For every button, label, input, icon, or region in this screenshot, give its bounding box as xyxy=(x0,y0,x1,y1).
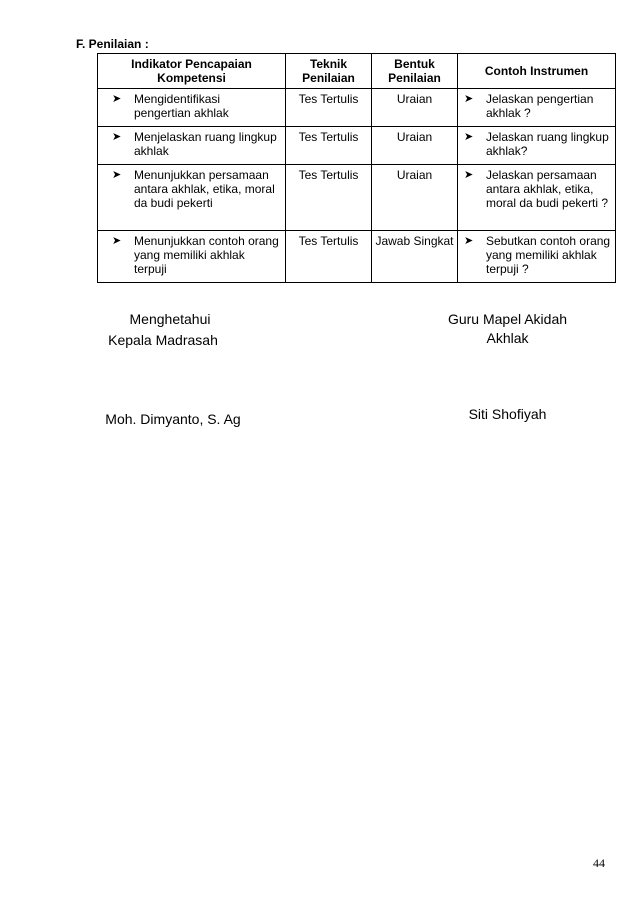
table-row xyxy=(98,127,616,165)
contoh-cell xyxy=(458,89,616,127)
signature-right-name: Siti Shofiyah xyxy=(468,406,547,422)
indikator-text: Menjelaskan ruang lingkup akhlak xyxy=(134,130,277,158)
arrow-bullet-icon: ➤ xyxy=(112,93,122,105)
signature-left-line1: Menghetahui xyxy=(129,311,211,327)
indikator-text: Mengidentifikasi pengertian akhlak xyxy=(134,92,229,120)
table-row xyxy=(98,89,616,127)
contoh-cell xyxy=(458,231,616,283)
indikator-text: Menunjukkan contoh orang yang memiliki akhlak terpuji xyxy=(134,234,279,276)
assessment-table xyxy=(97,53,616,283)
indikator-cell xyxy=(98,89,286,127)
bentuk-cell: Jawab Singkat xyxy=(372,231,458,283)
contoh-text: Jelaskan pengertian akhlak ? xyxy=(486,92,594,120)
arrow-bullet-icon: ➤ xyxy=(464,131,474,143)
arrow-bullet-icon: ➤ xyxy=(464,169,474,181)
teknik-cell: Tes Tertulis xyxy=(286,127,372,165)
signature-left-name: Moh. Dimyanto, S. Ag xyxy=(105,411,241,427)
arrow-bullet-icon: ➤ xyxy=(112,131,122,143)
bentuk-cell: Uraian xyxy=(372,165,458,231)
arrow-bullet-icon: ➤ xyxy=(112,235,122,247)
header-bentuk: Bentuk Penilaian xyxy=(372,54,458,89)
signature-right-title: Guru Mapel Akidah Akhlak xyxy=(447,311,568,346)
indikator-cell xyxy=(98,127,286,165)
page-number: 44 xyxy=(593,856,605,870)
teknik-cell: Tes Tertulis xyxy=(286,231,372,283)
signature-left-line2: Kepala Madrasah xyxy=(108,332,218,348)
table-row xyxy=(98,165,616,231)
indikator-cell xyxy=(98,231,286,283)
arrow-bullet-icon: ➤ xyxy=(112,169,122,181)
teknik-cell: Tes Tertulis xyxy=(286,89,372,127)
teknik-cell: Tes Tertulis xyxy=(286,165,372,231)
bentuk-cell: Uraian xyxy=(372,89,458,127)
contoh-text: Jelaskan ruang lingkup akhlak? xyxy=(486,130,609,158)
table-row xyxy=(98,231,616,283)
contoh-text: Jelaskan persamaan antara akhlak, etika, moral da budi pekerti ? xyxy=(486,168,609,210)
indikator-text: Menunjukkan persamaan antara akhlak, etika, moral da budi pekerti xyxy=(134,168,275,210)
arrow-bullet-icon: ➤ xyxy=(464,93,474,105)
section-title: F. Penilaian : xyxy=(76,37,149,51)
header-contoh: Contoh Instrumen xyxy=(458,54,616,89)
arrow-bullet-icon: ➤ xyxy=(464,235,474,247)
table-header-row xyxy=(98,54,616,89)
header-teknik: Teknik Penilaian xyxy=(286,54,372,89)
bentuk-cell: Uraian xyxy=(372,127,458,165)
indikator-cell xyxy=(98,165,286,231)
contoh-text: Sebutkan contoh orang yang memiliki akhlak terpuji ? xyxy=(486,234,611,276)
header-indikator: Indikator Pencapaian Kompetensi xyxy=(98,54,286,89)
contoh-cell xyxy=(458,165,616,231)
contoh-cell xyxy=(458,127,616,165)
